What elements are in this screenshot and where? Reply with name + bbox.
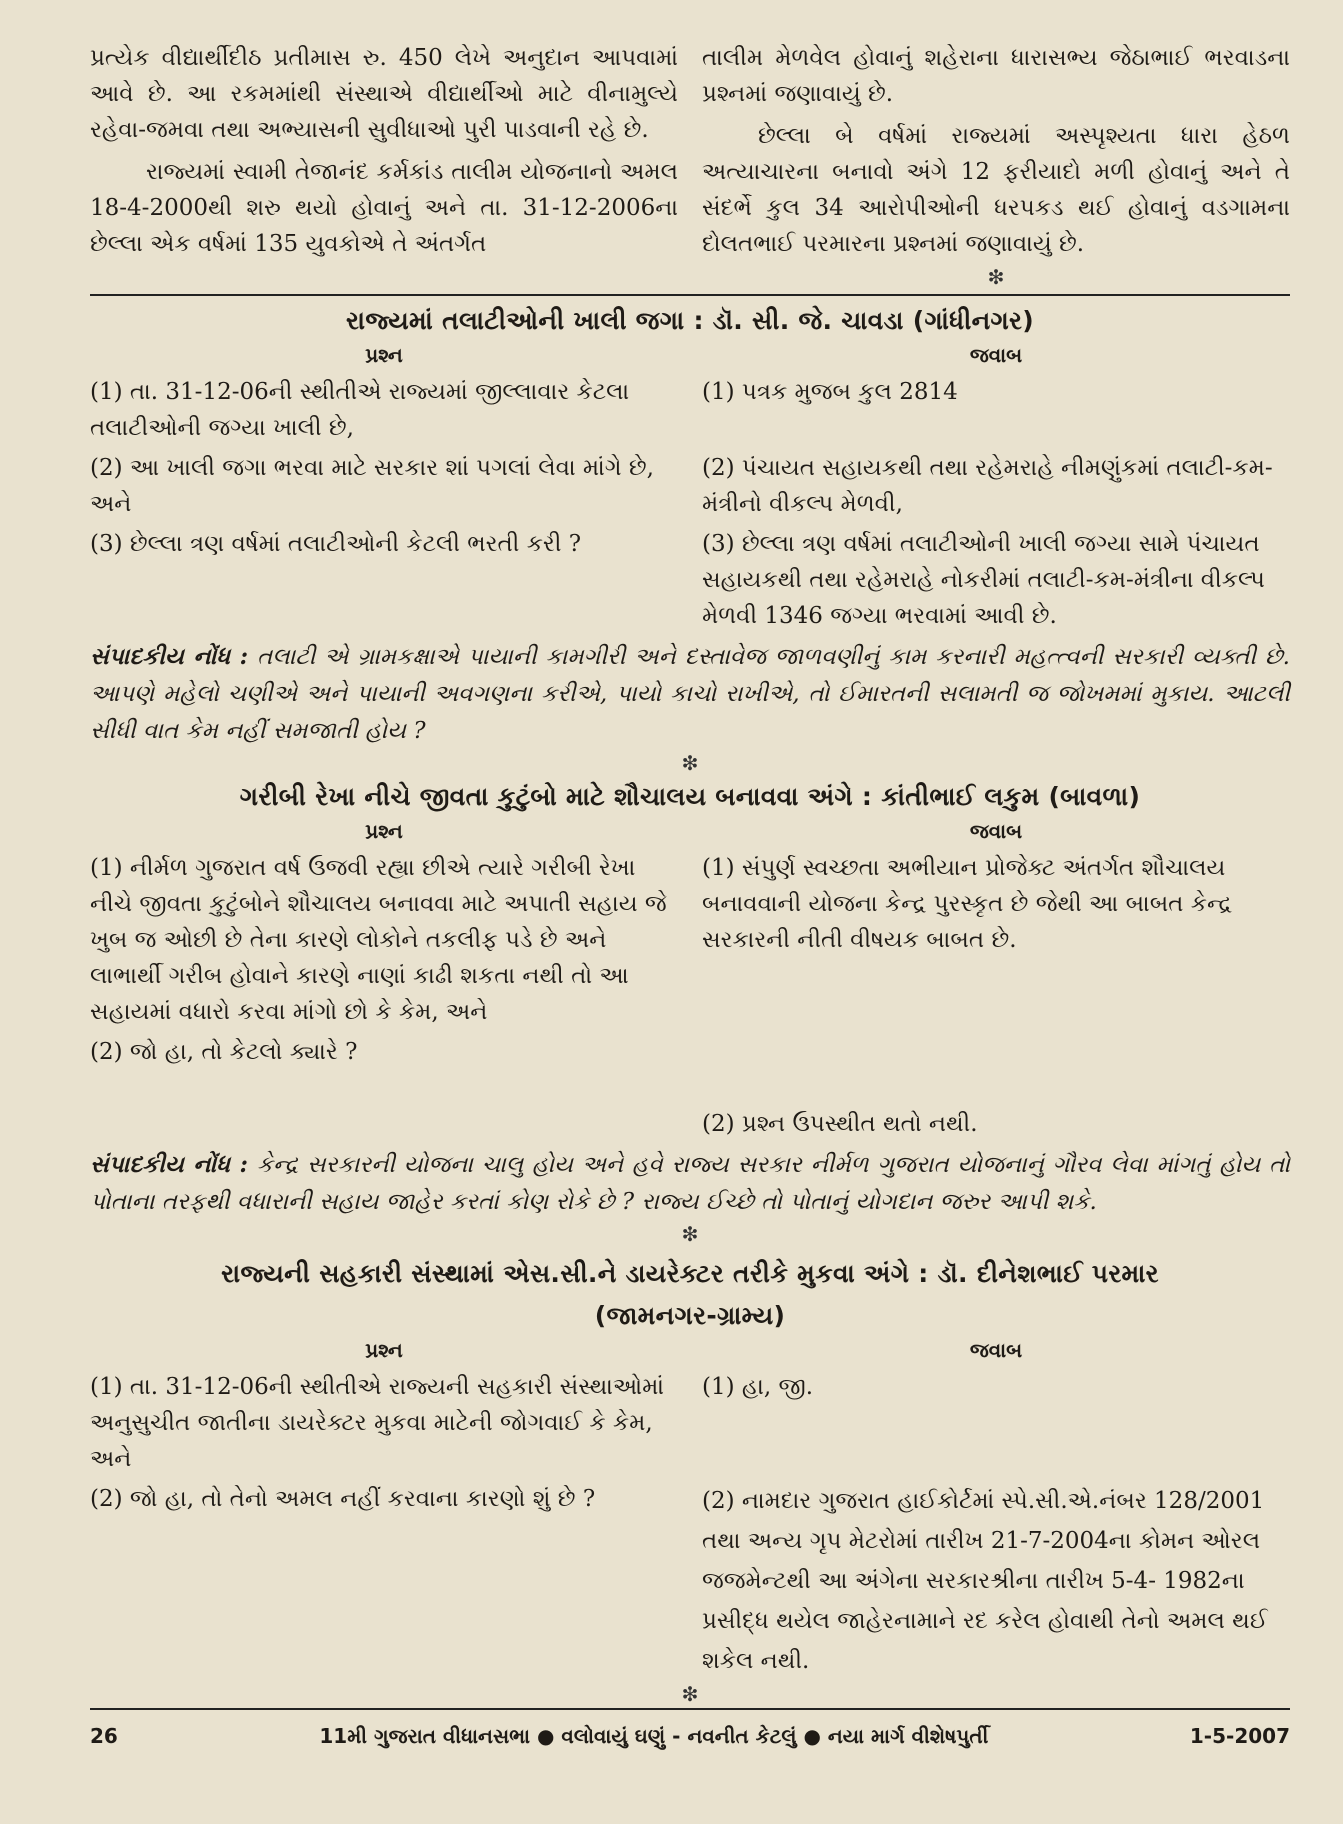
question-item: (2) જો હા, તો તેનો અમલ નહીં કરવાના કારણો શું છે ?: [90, 1486, 596, 1512]
question-item: (1) નીર્મળ ગુજરાત વર્ષ ઉજવી રહ્યા છીએ ત્યારે ગરીબી રેખા નીચે જીવતા કુટુંબોને શૌચાલય બનાવવા માટે અપાતી સહાય જે ખુબ જ ઓછી છે તેના કારણે લોકોને તકલીફ પડે છે અને લાભાર્થી ગરીબ હોવાને કારણે નાણાં કાઢી શકતા નથી તો આ સહાયમાં વધારો કરવા માંગો છો કે કેમ, અને: [90, 855, 667, 1025]
qa-block: [90, 850, 1290, 1142]
qa-block: [90, 374, 1290, 634]
question-column: [90, 1369, 678, 1681]
editorial-note-text: તલાટી એ ગ્રામકક્ષાએ પાયાની કામગીરી અને દસ્તાવેજ જાળવણીનું કામ કરનારી મહત્ત્વની સરકારી વ્યક્તી છે. આપણે મહેલો ચણીએ અને પાયાની અવગણના કરીએ, પાયો કાચો રાખીએ, તો ઈમારતની સલામતી જ જોખમમાં મુકાય. આટલી સીધી વાત કેમ નહીં સમજાતી હોય ?: [90, 644, 1290, 744]
answer-item: (1) પત્રક મુજબ કુલ 2814: [702, 379, 958, 405]
answer-item: (2) પંચાયત સહાયકથી તથા રહેમરાહે નીમણુંકમાં તલાટી-કમ-મંત્રીનો વીકલ્પ મેળવી,: [702, 455, 1273, 517]
question-label: પ્રશ્ન: [365, 343, 403, 367]
question-label: પ્રશ્ન: [365, 1338, 403, 1362]
ornament-icon: ❇: [681, 1682, 699, 1706]
editorial-note-text: કેન્દ્ર સરકારની યોજના ચાલુ હોય અને હવે રાજ્ય સરકાર નીર્મળ ગુજરાત યોજનાનું ગૌરવ લેવા માંગતું હોય તો પોતાના તરફથી વધારાની સહાય જાહેર કરતાં કોણ રોકે છે ? રાજ્ય ઈચ્છે તો પોતાનું યોગદાન જરુર આપી શકે.: [90, 1152, 1291, 1215]
ornament-icon: ❇: [681, 1222, 699, 1246]
editorial-note-label: સંપાદકીય નોંધ :: [90, 1151, 248, 1178]
answer-item: (1) હા, જી.: [702, 1374, 814, 1400]
intro-paragraph: છેલ્લા બે વર્ષમાં રાજ્યમાં અસ્પૃશ્યતા ધારા હેઠળ અત્યાચારના બનાવો અંગે 12 ફરીયાદો મળી હોવાનું અને તે સંદર્ભે કુલ 34 આરોપીઓની ધરપકડ થઈ હોવાનું વડગામના દોલતભાઈ પરમારના પ્રશ્નમાં જણાવાયું છે.: [702, 123, 1290, 257]
intro-paragraph: પ્રત્યેક વીદ્યાર્થીદીઠ પ્રતીમાસ રુ. 450 લેખે અનુદાન આપવામાં આવે છે. આ રકમમાંથી સંસ્થાએ વીદ્યાર્થીઓ માટે વીનામુલ્યે રહેવા-જમવા તથા અભ્યાસની સુવીધાઓ પુરી પાડવાની રહે છે.: [90, 45, 678, 143]
qa-block: [90, 1369, 1290, 1681]
footer-publication-line: 11મી ગુજરાત વીધાનસભા ● વલોવાયું ઘણું - નવનીત કેટલું ● નયા માર્ગ વીશેષપુર્તી: [319, 1724, 989, 1748]
answer-column: [702, 850, 1290, 1142]
ornament-icon: ❇: [987, 265, 1005, 289]
editorial-note: [90, 638, 1290, 750]
answer-label: જવાબ: [969, 819, 1023, 843]
section-title: રાજ્યની સહકારી સંસ્થામાં એસ.સી.ને ડાયરેક્ટર તરીકે મુકવા અંગે : ડૉ. દીનેશભાઈ પરમાર: [221, 1259, 1159, 1288]
intro-columns: [90, 40, 1290, 290]
section-title: ગરીબી રેખા નીચે જીવતા કુટુંબો માટે શૌચાલય બનાવવા અંગે : કાંતીભાઈ લકુમ (બાવળા): [239, 782, 1141, 811]
page-footer: [90, 1708, 1290, 1748]
answer-item: (2) પ્રશ્ન ઉપસ્થીત થતો નથી.: [702, 1111, 978, 1137]
answer-item: (3) છેલ્લા ત્રણ વર્ષમાં તલાટીઓની ખાલી જગ્યા સામે પંચાયત સહાયકથી તથા રહેમરાહે નોકરીમાં તલાટી-કમ-મંત્રીના વીકલ્પ મેળવી 1346 જગ્યા ભરવામાં આવી છે.: [702, 531, 1265, 629]
editorial-note-label: સંપાદકીય નોંધ :: [90, 643, 249, 670]
footer-date: 1-5-2007: [1189, 1724, 1290, 1748]
question-column: [90, 850, 678, 1142]
answer-label: જવાબ: [969, 1338, 1023, 1362]
answer-label: જવાબ: [969, 343, 1023, 367]
section-subtitle: (જામનગર-ગ્રામ્ય): [594, 1301, 786, 1330]
answer-column: [702, 1369, 1290, 1681]
question-column: [90, 374, 678, 634]
question-label: પ્રશ્ન: [365, 819, 403, 843]
section-divider: [90, 294, 1290, 296]
question-item: (2) જો હા, તો કેટલો ક્યારે ?: [90, 1039, 358, 1065]
page-number: 26: [90, 1724, 118, 1748]
answer-item: (1) સંપુર્ણ સ્વચ્છતા અભીયાન પ્રોજેક્ટ અંતર્ગત શૌચાલય બનાવવાની યોજના કેન્દ્ર પુરસ્કૃત છે જેથી આ બાબત કેન્દ્ર સરકારની નીતી વીષયક બાબત છે.: [702, 855, 1233, 953]
qa-header: [90, 816, 1290, 846]
section-title: રાજ્યમાં તલાટીઓની ખાલી જગા : ડૉ. સી. જે. ચાવડા (ગાંધીનગર): [346, 306, 1034, 335]
question-item: (3) છેલ્લા ત્રણ વર્ષમાં તલાટીઓની કેટલી ભરતી કરી ?: [90, 531, 582, 557]
editorial-note: [90, 1146, 1290, 1221]
answer-item: (2) નામદાર ગુજરાત હાઈકોર્ટમાં સ્પે.સી.એ.નંબર 128/2001 તથા અન્ય ગૃપ મેટરોમાં તારીખ 21-7-2004ના કોમન ઓરલ જજમેન્ટથી આ અંગેના સરકારશ્રીના તારીખ 5-4- 1982ના પ્રસીદ્ધ થયેલ જાહેરનામાને રદ કરેલ હોવાથી તેનો અમલ થઈ શકેલ નથી.: [702, 1488, 1268, 1674]
question-item: (1) તા. 31-12-06ની સ્થીતીએ રાજ્યની સહકારી સંસ્થાઓમાં અનુસુચીત જાતીના ડાયરેક્ટર મુકવા માટેની જોગવાઈ કે કેમ, અને: [90, 1374, 665, 1472]
intro-paragraph: તાલીમ મેળવેલ હોવાનું શહેરાના ધારાસભ્ય જેઠાભાઈ ભરવાડના પ્રશ્નમાં જણાવાયું છે.: [702, 45, 1290, 107]
answer-column: [702, 374, 1290, 634]
page-body: [90, 40, 1290, 1707]
intro-left-column: [90, 40, 678, 290]
question-item: (2) આ ખાલી જગા ભરવા માટે સરકાર શાં પગલાં લેવા માંગે છે, અને: [90, 455, 654, 517]
question-item: (1) તા. 31-12-06ની સ્થીતીએ રાજ્યમાં જીલ્લાવાર કેટલા તલાટીઓની જગ્યા ખાલી છે,: [90, 379, 630, 441]
ornament-icon: ❇: [681, 751, 699, 775]
qa-header: [90, 340, 1290, 370]
qa-header: [90, 1335, 1290, 1365]
intro-right-column: [702, 40, 1290, 290]
intro-paragraph: રાજ્યમાં સ્વામી તેજાનંદ કર્મકાંડ તાલીમ યોજનાનો અમલ 18-4-2000થી શરુ થયો હોવાનું અને તા. 31-12-2006ના છેલ્લા એક વર્ષમાં 135 યુવકોએ તે અંતર્ગત: [90, 159, 678, 257]
